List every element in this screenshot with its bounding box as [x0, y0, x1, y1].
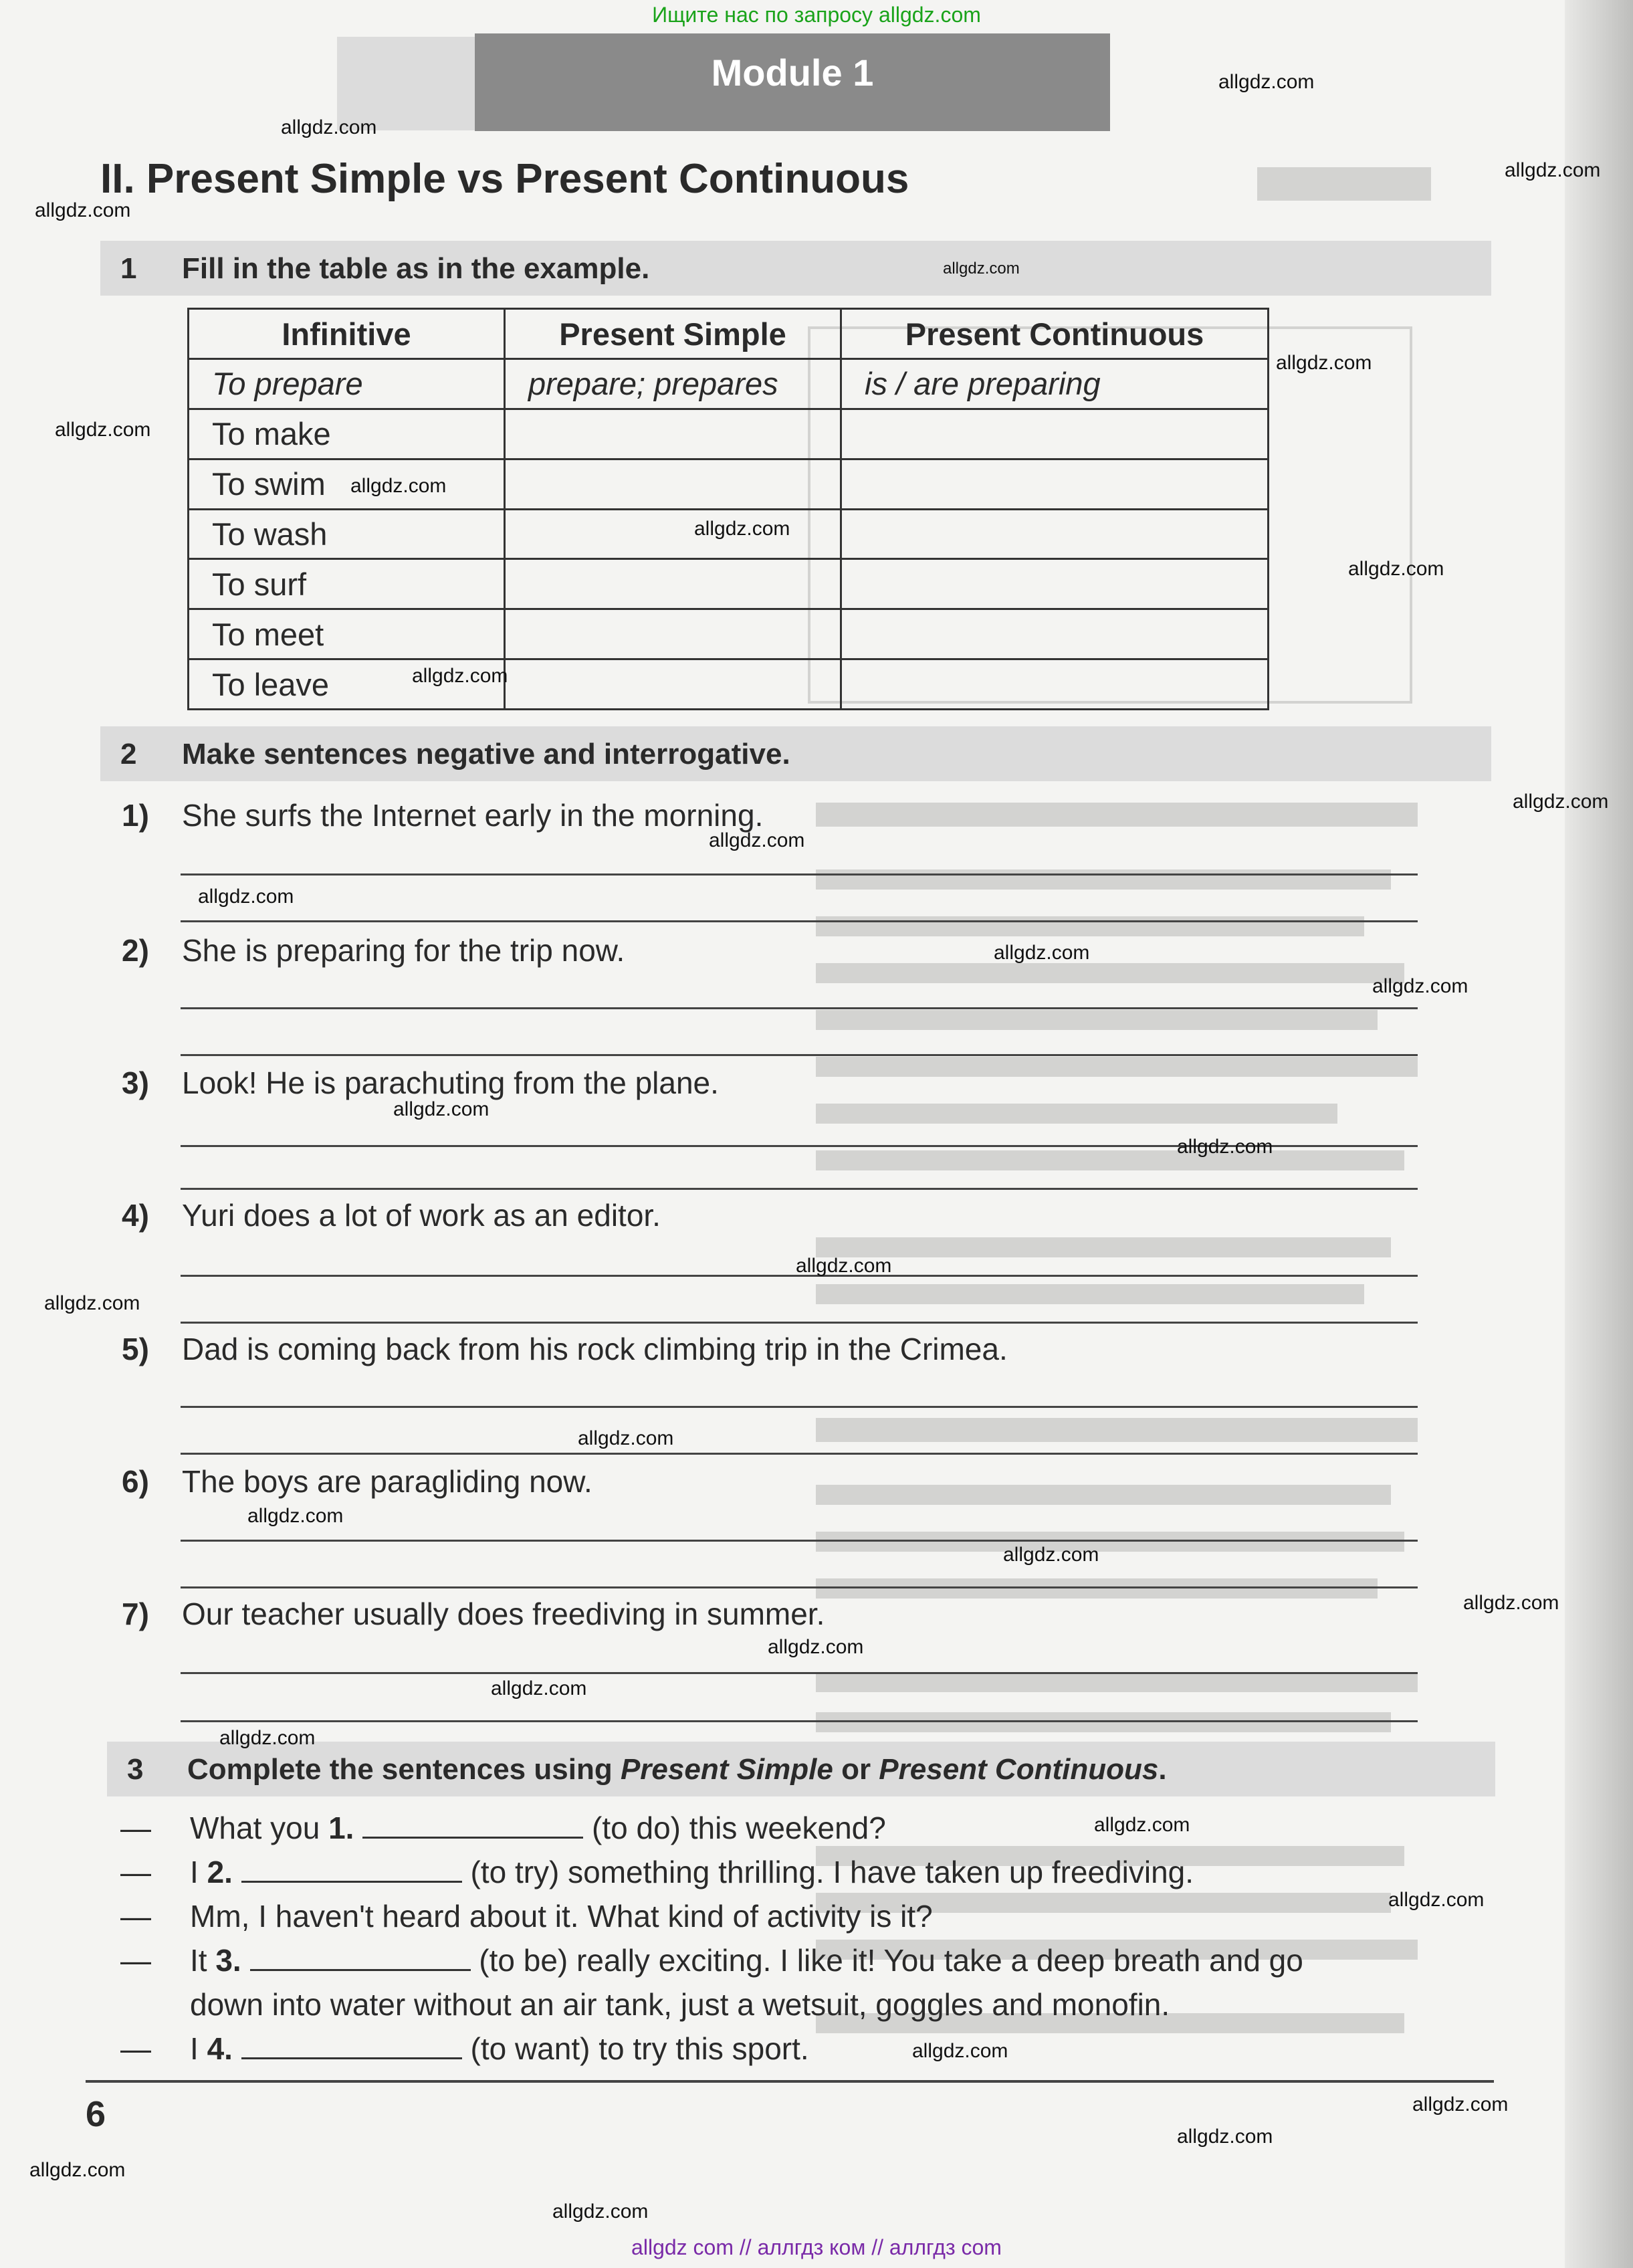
infinitive-cell: To leave [189, 659, 505, 710]
dialogue-dash: — [120, 1855, 151, 1889]
item-sentence: Our teacher usually does freediving in summer. [182, 1596, 825, 1631]
module-header [475, 33, 1110, 131]
answer-line[interactable] [181, 1586, 1418, 1588]
watermark: allgdz.com [247, 1505, 344, 1527]
dialogue-dash: — [120, 2031, 151, 2066]
watermark: allgdz.com [198, 886, 294, 908]
dialogue-text: down into water without an air tank, just a wetsuit, goggles and monofin. [190, 1987, 1170, 2022]
watermark: allgdz.com [1094, 1814, 1190, 1836]
watermark: allgdz.com [912, 2040, 1008, 2062]
column-header-present-continuous: Present Continuous [841, 309, 1269, 359]
footer-rule [86, 2080, 1494, 2083]
answer-blank[interactable] [250, 1942, 471, 1971]
watermark: allgdz.com [994, 942, 1090, 964]
answer-line[interactable] [181, 1322, 1418, 1324]
answer-line[interactable] [181, 1540, 1418, 1542]
infinitive-cell: To surf [189, 559, 505, 609]
item-number: 4) [122, 1198, 149, 1233]
example-present-simple: prepare; prepares [505, 359, 841, 409]
gap-number: 4. [207, 2031, 233, 2066]
item-sentence: She is preparing for the trip now. [182, 933, 625, 968]
page-edge-shadow [1565, 0, 1633, 2268]
dialogue-part: (to try) something thrilling. I have taken up freediving. [461, 1855, 1194, 1889]
answer-line[interactable] [181, 1188, 1418, 1190]
infinitive-cell: To wash [189, 509, 505, 559]
instruction-part: Present Continuous [879, 1753, 1159, 1786]
watermark: allgdz.com [1505, 159, 1601, 181]
page-number: 6 [86, 2094, 106, 2134]
watermark: allgdz.com [219, 1727, 316, 1749]
answer-blank[interactable] [362, 1810, 583, 1839]
watermark: allgdz.com [1348, 558, 1444, 580]
exercise-2-header [100, 726, 1491, 781]
dialogue-text [190, 2031, 809, 2067]
answer-cell[interactable] [841, 559, 1269, 609]
watermark: allgdz.com [552, 2200, 649, 2223]
dialogue-text [190, 1810, 886, 1846]
dialogue-part: What you [190, 1811, 329, 1845]
exercise-3-header [107, 1742, 1495, 1796]
watermark: allgdz.com [578, 1427, 674, 1449]
dialogue-text: Mm, I haven't heard about it. What kind of activity is it? [190, 1899, 933, 1934]
infinitive-cell: To make [189, 409, 505, 459]
instruction-part: . [1158, 1753, 1167, 1786]
answer-cell[interactable] [505, 409, 841, 459]
exercise-3-number: 3 [127, 1753, 144, 1786]
watermark: allgdz.com [491, 1677, 587, 1699]
gap-number: 2. [207, 1855, 233, 1889]
section-title: II. Present Simple vs Present Continuous [100, 156, 909, 202]
item-number: 1) [122, 798, 149, 833]
dialogue-part: (to do) this weekend? [583, 1811, 886, 1845]
answer-line[interactable] [181, 1720, 1418, 1722]
item-number: 6) [122, 1464, 149, 1499]
watermark: allgdz.com [1412, 2093, 1509, 2116]
watermark: allgdz.com [35, 199, 131, 221]
exercise-2-instruction: Make sentences negative and interrogative. [182, 738, 790, 770]
answer-line[interactable] [181, 1007, 1418, 1009]
exercise-1-number: 1 [120, 252, 137, 285]
watermark: allgdz.com [1218, 71, 1315, 93]
gap-number: 3. [215, 1943, 241, 1978]
table-row [189, 409, 1269, 459]
dialogue-part: (to be) really exciting. I like it! You take a deep breath and go [470, 1943, 1303, 1978]
dialogue-text [190, 1942, 1303, 1978]
item-number: 5) [122, 1332, 149, 1366]
item-sentence: Dad is coming back from his rock climbing trip in the Crimea. [182, 1332, 1008, 1366]
watermark: allgdz.com [55, 419, 151, 441]
infinitive-cell: To swim [189, 459, 505, 509]
watermark: allgdz.com [1372, 975, 1468, 997]
example-infinitive: To prepare [189, 359, 505, 409]
table-header-row [189, 309, 1269, 359]
answer-cell[interactable] [841, 409, 1269, 459]
watermark: allgdz.com [709, 829, 805, 851]
dialogue-dash: — [120, 1811, 151, 1845]
answer-cell[interactable] [841, 459, 1269, 509]
dialogue-part: I [190, 2031, 207, 2066]
watermark: allgdz.com [393, 1098, 489, 1120]
watermark: allgdz.com [350, 475, 447, 497]
watermark: allgdz.com [44, 1292, 140, 1314]
table-row [189, 559, 1269, 609]
watermark: allgdz.com [1463, 1592, 1559, 1614]
example-present-continuous: is / are preparing [841, 359, 1269, 409]
answer-line[interactable] [181, 1054, 1418, 1056]
bottom-watermark-links[interactable]: allgdz com // аллгдз ком // аллгдз com [631, 2235, 1002, 2259]
answer-cell[interactable] [505, 459, 841, 509]
answer-cell[interactable] [505, 559, 841, 609]
answer-cell[interactable] [841, 609, 1269, 659]
column-header-present-simple: Present Simple [505, 309, 841, 359]
instruction-part: Complete the sentences using [187, 1753, 621, 1786]
dialogue-text [190, 1854, 1194, 1890]
answer-blank[interactable] [241, 2031, 462, 2059]
item-number: 3) [122, 1065, 149, 1100]
table-row-example [189, 359, 1269, 409]
watermark: allgdz.com [768, 1636, 864, 1658]
answer-cell[interactable] [505, 659, 841, 710]
watermark: allgdz.com [1276, 352, 1372, 374]
watermark: allgdz.com [694, 518, 790, 540]
exercise-3-instruction [187, 1753, 1167, 1786]
dialogue-dash: — [120, 1943, 151, 1978]
watermark: allgdz.com [412, 665, 508, 687]
answer-line[interactable] [181, 1406, 1418, 1408]
watermark: allgdz.com [943, 260, 1020, 278]
answer-cell[interactable] [505, 609, 841, 659]
dialogue-part: It [190, 1943, 216, 1978]
answer-cell[interactable] [841, 509, 1269, 559]
answer-blank[interactable] [241, 1854, 462, 1883]
answer-line[interactable] [181, 1453, 1418, 1455]
watermark: allgdz.com [1177, 1136, 1273, 1158]
exercise-2-number: 2 [120, 738, 137, 770]
table-row [189, 659, 1269, 710]
watermark: allgdz.com [281, 116, 377, 138]
dialogue-part: (to want) to try this sport. [461, 2031, 809, 2066]
infinitive-cell: To meet [189, 609, 505, 659]
watermark: allgdz.com [1003, 1544, 1099, 1566]
module-title: Module 1 [711, 51, 874, 94]
dialogue-part: I [190, 1855, 207, 1889]
item-number: 2) [122, 933, 149, 968]
answer-line[interactable] [181, 1672, 1418, 1674]
item-sentence: The boys are paragliding now. [182, 1464, 592, 1499]
table-row [189, 609, 1269, 659]
answer-line[interactable] [181, 920, 1418, 922]
watermark: allgdz.com [796, 1255, 892, 1277]
item-number: 7) [122, 1596, 149, 1631]
answer-cell[interactable] [505, 509, 841, 559]
watermark: allgdz.com [1388, 1889, 1485, 1911]
column-header-infinitive: Infinitive [189, 309, 505, 359]
dialogue-dash: — [120, 1899, 151, 1934]
watermark: allgdz.com [29, 2159, 126, 2181]
gap-number: 1. [328, 1811, 354, 1845]
item-sentence: Yuri does a lot of work as an editor. [182, 1198, 661, 1233]
item-sentence: She surfs the Internet early in the morning. [182, 798, 764, 833]
verb-forms-table [187, 308, 1269, 710]
watermark: allgdz.com [1177, 2126, 1273, 2148]
exercise-1-instruction: Fill in the table as in the example. [182, 252, 650, 285]
item-sentence: Look! He is parachuting from the plane. [182, 1065, 719, 1100]
exercise-1-header [100, 241, 1491, 296]
answer-line[interactable] [181, 873, 1418, 875]
watermark: allgdz.com [1513, 791, 1609, 813]
instruction-part: Present Simple [620, 1753, 833, 1786]
instruction-part: or [833, 1753, 879, 1786]
top-watermark-link[interactable]: Ищите нас по запросу allgdz.com [652, 3, 981, 27]
answer-cell[interactable] [841, 659, 1269, 710]
